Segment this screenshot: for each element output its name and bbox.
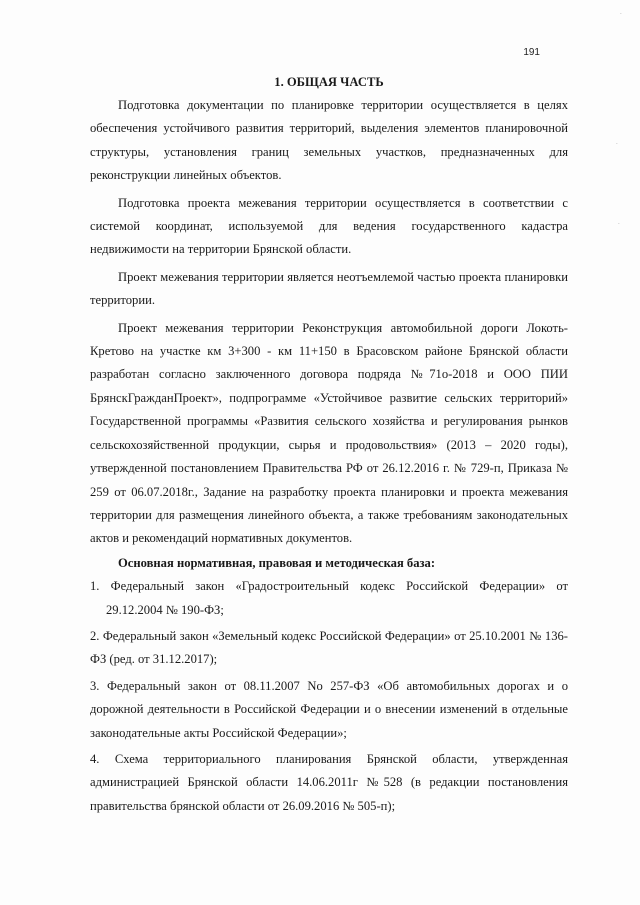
regulatory-base-heading: Основная нормативная, правовая и методическая база: (118, 555, 436, 570)
list-item: 2. Федеральный закон «Земельный кодекс Российской Федерации» от 25.10.2001 № 136-ФЗ (ред. от 31.12.2017); (90, 628, 568, 667)
scan-artifact: · (619, 10, 622, 18)
paragraph-project-basis: Проект межевания территории Реконструкция автомобильной дороги Локоть-Кретово на участке км 3+300 - км 11+150 в Брасовском районе Брянской области разработан согласно заключенного договора подряда №71о-2018 и ООО ПИИ БрянскГражданПроект», подпрограмме «Устойчивое развитие сельских территорий» Государственной программы «Развития сельского хозяйства и регулирования рынков сельскохозяйственной продукции, сырья и продовольствия» (2013 – 2020 годы), утвержденной постановлением Правительства РФ от 26.12.2016 г. № 729-п, Приказа № 259 от 06.07.2018г., Задание на разработку проекта планировки и проекта межевания территории для размещения линейного объекта, а также требованиям законодательных актов и рекомендаций нормативных документов. (90, 320, 568, 546)
paragraph-purpose: Подготовка документации по планировке территории осуществляется в целях обеспечения устойчивого развития территорий, выделения элементов планировочной структуры, установления границ земельных участков, предназначенных для реконструкции линейных объектов. (90, 98, 568, 183)
list-item: 3. Федеральный закон от 08.11.2007 No 257-ФЗ «Об автомобильных дорогах и о дорожной деятельности в Российской Федерации и о внесении изменений в отдельные законодательные акты Российской Федерации»; (90, 678, 568, 740)
document-body (90, 70, 568, 821)
page-number: 191 (523, 47, 540, 58)
paragraph-part-of-plan: Проект межевания территории является неотъемлемой частью проекта планировки территории. (90, 269, 568, 308)
scan-artifact: · (615, 140, 618, 148)
section-heading: 1. ОБЩАЯ ЧАСТЬ (274, 75, 384, 89)
paragraph-coordinates: Подготовка проекта межевания территории осуществляется в соответствии с системой координат, используемой для ведения государственного кадастра недвижимости на территории Брянской области. (90, 195, 568, 257)
list-item: 4. Схема территориального планирования Брянской области, утвержденная администрацией Брянской области 14.06.2011г №528 (в редакции постановления правительства брянской области от 26.09.2016 № 505-п); (90, 751, 568, 813)
scan-artifact: · (617, 220, 620, 228)
list-item: 1. Федеральный закон «Градостроительный кодекс Российской Федерации» от 29.12.2004 № 190-ФЗ; (90, 579, 568, 617)
regulatory-list (90, 575, 568, 818)
